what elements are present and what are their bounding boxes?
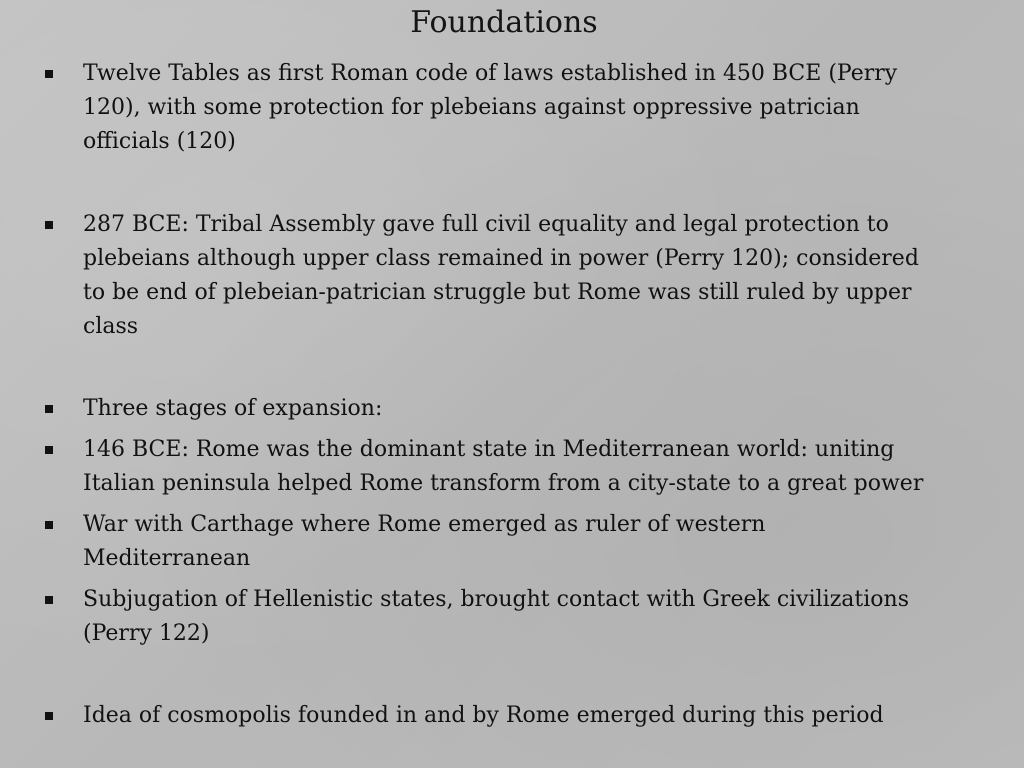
bullet-text: Three stages of expansion:: [83, 396, 383, 421]
bullet-item: [40, 583, 980, 651]
bullet-item: [40, 433, 980, 501]
bullet-item: [40, 57, 980, 159]
square-bullet-icon: [45, 405, 53, 413]
slide-title: Foundations: [410, 5, 598, 40]
bullet-text: Twelve Tables as first Roman code of laws established in 450 BCE (Perry 120), with some protection for plebeians against oppressive patrician officials (120): [83, 61, 898, 154]
square-bullet-icon: [45, 70, 53, 78]
bullet-item: [40, 392, 980, 426]
bullet-text: 287 BCE: Tribal Assembly gave full civil equality and legal protection to plebeians although upper class remained in power (Perry 120); considered to be end of plebeian-patrician struggle but Rome was still ruled by upper class: [83, 212, 919, 339]
bullet-item: [40, 699, 980, 733]
bullet-text: Idea of cosmopolis founded in and by Rome emerged during this period: [83, 703, 884, 728]
bullet-text: Subjugation of Hellenistic states, brought contact with Greek civilizations (Perry 122): [83, 587, 909, 646]
bullet-item: [40, 208, 980, 344]
square-bullet-icon: [45, 596, 53, 604]
bullet-text: War with Carthage where Rome emerged as ruler of western Mediterranean: [83, 512, 766, 571]
bullet-text: 146 BCE: Rome was the dominant state in Mediterranean world: uniting Italian peninsula helped Rome transform from a city-state to a great power: [83, 437, 924, 496]
square-bullet-icon: [45, 712, 53, 720]
square-bullet-icon: [45, 446, 53, 454]
bullet-item: [40, 508, 980, 576]
square-bullet-icon: [45, 221, 53, 229]
square-bullet-icon: [45, 521, 53, 529]
